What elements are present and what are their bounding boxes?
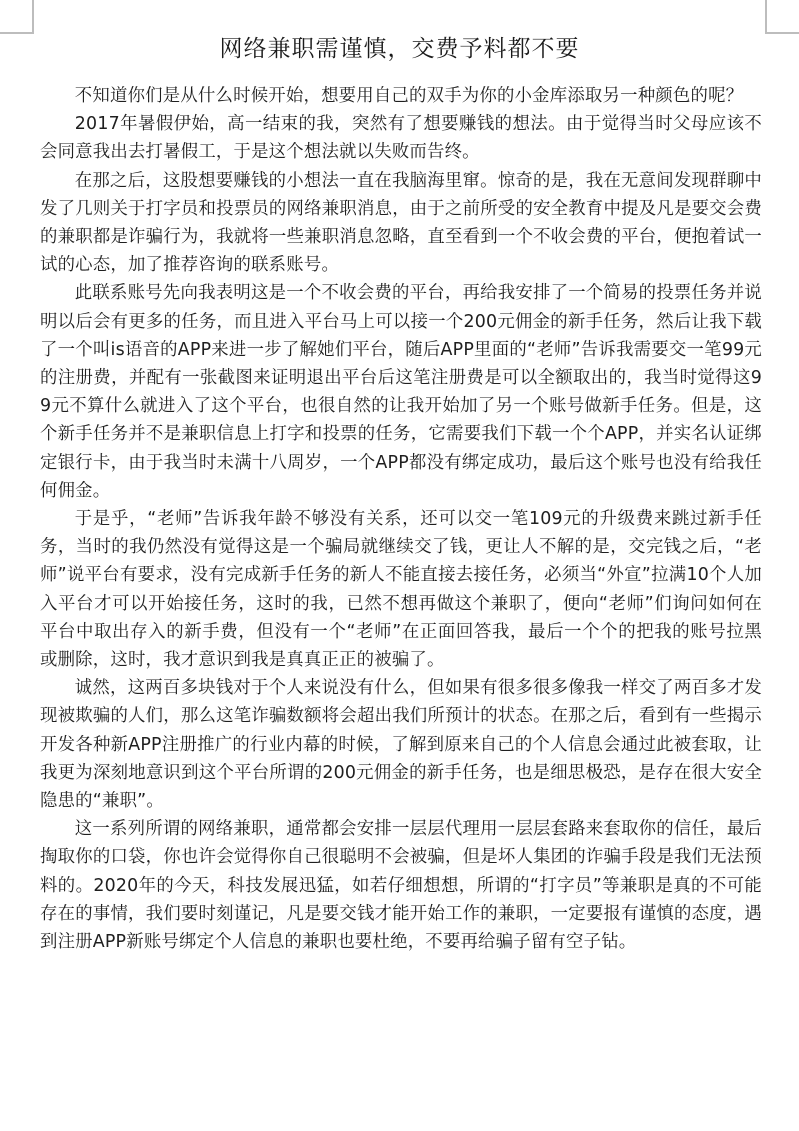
paragraph-1: 不知道你们是从什么时候开始，想要用自己的双手为你的小金库添取另一种颜色的呢？ — [74, 86, 744, 106]
document-title: 网络兼职需谨慎，交费予料都不要 — [219, 36, 580, 62]
paragraph-3: 在那之后，这股想要赚钱的小想法一直在我脑海里窜。惊奇的是，我在无意间发现群聊中发了几则关于打字员和投票员的网络兼职消息，由于之前所受的安全教育中提及凡是要交会费的兼职都是诈骗行为，我就将一些兼职消息忽略，直至看到一个不收会费的平台，便抱着试一试的心态，加了推荐咨询的联系账号。 — [40, 170, 762, 276]
article-body — [40, 82, 762, 956]
paragraph-6: 诚然，这两百多块钱对于个人来说没有什么，但如果有很多很多像我一样交了两百多才发现被欺骗的人们，那么这笔诈骗数额将会超出我们所预计的状态。在那之后，看到有一些揭示开发各种新APP注册推广的行业内幕的时候，了解到原来自己的个人信息会通过此被套取，让我更为深刻地意识到这个平台所谓的200元佣金的新手任务，也是细思极恐，是存在很大安全隐患的“兼职”。 — [40, 678, 762, 812]
crop-mark-top-right — [765, 0, 767, 32]
paragraph-2: 2017年暑假伊始，高一结束的我，突然有了想要赚钱的想法。由于觉得当时父母应该不会同意我出去打暑假工，于是这个想法就以失败而告终。 — [40, 114, 762, 163]
paragraph-5: 于是乎，“老师”告诉我年龄不够没有关系，还可以交一笔109元的升级费来跳过新手任务，当时的我仍然没有觉得这是一个骗局就继续交了钱，更让人不解的是，交完钱之后，“老师”说平台有要求，没有完成新手任务的新人不能直接去接任务，必须当“外宣”拉满10个人加入平台才可以开始接任务，这时的我，已然不想再做这个兼职了，便向“老师”们询问如何在平台中取出存入的新手费，但没有一个“老师”在正面回答我，最后一个个的把我的账号拉黑或删除，这时，我才意识到我是真真正正的被骗了。 — [40, 509, 762, 671]
paragraph-7: 这一系列所谓的网络兼职，通常都会安排一层层代理用一层层套路来套取你的信任，最后掏取你的口袋，你也许会觉得你自己很聪明不会被骗，但是坏人集团的诈骗手段是我们无法预料的。2020年的今天，科技发展迅猛，如若仔细想想，所谓的“打字员”等兼职是真的不可能存在的事情，我们要时刻谨记，凡是要交钱才能开始工作的兼职，一定要报有谨慎的态度，遇到注册APP新账号绑定个人信息的兼职也要杜绝，不要再给骗子留有空子钻。 — [40, 819, 762, 953]
paragraph-4: 此联系账号先向我表明这是一个不收会费的平台，再给我安排了一个简易的投票任务并说明以后会有更多的任务，而且进入平台马上可以接一个200元佣金的新手任务，然后让我下载了一个叫is语音的APP来进一步了解她们平台，随后APP里面的“老师”告诉我需要交一笔99元的注册费，并配有一张截图来证明退出平台后这笔注册费是可以全额取出的，我当时觉得这99元不算什么就进入了这个平台，也很自然的让我开始加了另一个账号做新手任务。但是，这个新手任务并不是兼职信息上打字和投票的任务，它需要我们下载一个个APP，并实名认证绑定银行卡，由于我当时未满十八周岁，一个APP都没有绑定成功，最后这个账号也没有给我任何佣金。 — [40, 283, 762, 501]
crop-mark-top-left — [32, 0, 34, 32]
